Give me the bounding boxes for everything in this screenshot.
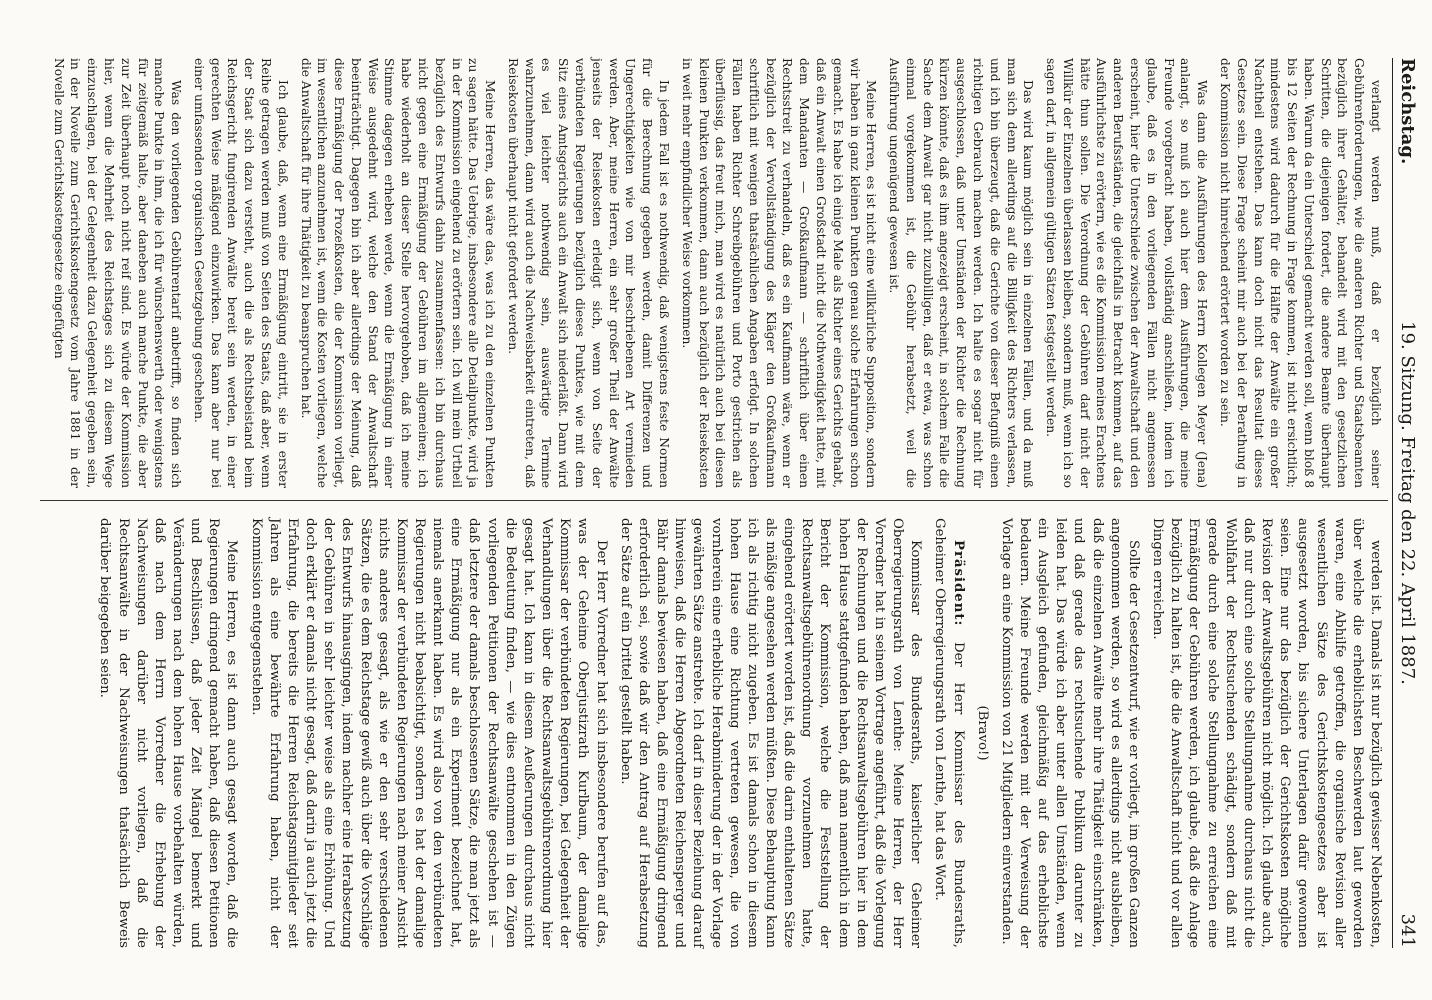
paragraph-text: Kommissar des Bundesraths, kaiserlicher Geheimer Oberregierungsrath von Lenthe: Meine Herren, der Herr Vorredner hat in seinem Vortrage angeführt, daß die Vorlegung der Rechnungen und die Rechtsanwaltsgebühren hier in dem hohen Hause stattgefunden haben, daß man namentlich in dem Bericht der Kommission, welche die Feststellung der Rechtsanwaltsgebührenordnung vorzunehmen hatte, eingehend erörtert worden ist, daß die darin enthaltenen Sätze als mäßige angesehen werden müßten. Diese Behauptung kann ich als richtig nicht zugeben. Es ist damals schon in diesem hohen Hause eine Richtung vertreten gewesen, die von vornherein eine erhebliche Herabminderung der in der Vorlage gewährten Sätze anstrebte. Ich darf in dieser Beziehung darauf hinweisen, daß die Herren Abgeordneten Reichensperger und Bähr damals bewiesen haben, daß eine Ermäßigung dringend erforderlich sei, sowie daß wir den Antrag auf Herabsetzung der Sätze auf ein Drittel gestellt haben. <box>617 518 924 948</box>
paragraph <box>504 58 672 488</box>
paragraph <box>885 58 1036 488</box>
paragraph <box>190 58 291 488</box>
paragraph-text: In jedem Fall ist es nothwendig, daß wenigstens feste Normen für die Berechnung gegeben werden, damit Differenzen und Ungerechtigkeiten wie von mir beschriebenen Art vermieden werden. Aber, meine Herren, ein sehr großer Theil der Anwälte jenseits der Reisekosten erledigt sich, wenn von Seite der verbündeten Regierungen bezüglich dieses Punktes, wie mit dem Sitz eines Amtsgerichts auch ein Anwalt sich niederläßt. Dann wird es viel leichter nothwendig sein, auswärtige Termine wahrzunehmen, dann wird auch die Nachweisbarkeit eintreten, daß Reisekosten überhaupt nicht gefordert werden. <box>505 58 671 488</box>
paragraph-text: Sollte der Gesetzentwurf, wie er vorliegt, im großen Ganzen angenommen werden, so wird es allerdings nicht ausbleiben, daß die einzelnen Anwälte mehr ihre Thätigkeit einschränken, und daß gerade das rechtsuchende Publikum darunter zu leiden hat. Das würde ich aber unter allen Umständen, wenn ein Ausgleich gefunden, gleichmäßig auf das erheblichste bedauern. Meine Freunde werden mit der Verweisung der Vorlage an eine Kommission von 21 Mitgliedern einverstanden. <box>998 518 1141 948</box>
paragraph-text: Was dann die Ausführungen des Herrn Kollegen Meyer (Jena) anlangt, so muß ich auch hier dem Ausführungen, die meine Freunde vorgebracht haben, vollständig anschließen, indem ich glaube, daß es in den vorliegenden Fällen nicht angemessen erscheint, hier die Unterschiede zwischen der Anwaltschaft und den anderen Berufsständen, die gleichfalls in Betracht kommen, auf das Ausführlichste zu erörtern, wie es die Kommission meines Erachtens hätte thun sollen. Die Verordnung der Gebühren darf nicht der Willkür der Einzelnen überlassen bleiben, sondern muß, wenn ich so sagen darf, in allgemein gültigen Sätzen festgestellt werden. <box>1044 58 1210 488</box>
paragraph-text: Meine Herren, es ist nicht eine willkürliche Supposition, sondern wir haben in ganz kleinen Punkten genau solche Erfahrungen schon gemacht. Es habe ich einige Male als Richter eines Gerichts gehabt, daß ein Anwalt einen Großstadt nicht die Nothwendigkeit hatte, mit dem Mandanten — Großkaufmann — schriftlich über einen Rechtsstreit zu verhandeln, daß es ein Kaufmann wäre, wenn er bezüglich der Vervollständigung des Kläger den Großkaufmann schriftlich mit wenigen thatsächlichen Angaben erfolgt. In solchen Fällen haben Richter Schreibgebühren und Porto gestrichen als überflüssig, das freut mich, man wird es natürlich auch bei diesen kleinen Punkten verkommen, dann auch bezüglich der Reisekosten in weit mehr empfindlicher Weise vorkommen. <box>679 58 879 488</box>
paragraph <box>1148 518 1384 948</box>
paragraph <box>930 518 966 948</box>
paragraph-text: Meine Herren, das wäre das, was ich zu den einzelnen Punkten zu sagen hätte. Das Uebrige, insbesondere alle Detailpunkte, wird ja in der Kommission eingehend zu erörtern sein. Ich will mein Urtheil bezüglich des Entwurfs dahin zusammenfassen: ich bin durchaus nicht gegen eine Ermäßigung der Gebühren im allgemeinen; ich habe wiederholt an dieser Stelle hervorgehoben, daß ich meine Stimme dagegen erheben werde, wenn die Ermäßigung in einer Weise ausgedehnt wird, welche den Stand der Anwaltschaft beeinträchtigt. Dagegen bin ich aber allerdings der Meinung, daß diese Ermäßigung der Prozeßkosten, die der Kommission vorliegt, im wesentlichen anzunehmen ist, wenn die Kosten vorliegen, welche die Anwaltschaft für ihre Thätigkeit zu beanspruchen hat. <box>298 58 498 488</box>
paragraph-text: Ich glaube, daß, wenn eine Ermäßigung eintritt, sie in erster Reihe getragen werden muß von Seiten des Staats, daß aber, wenn der Staat sich dazu versteht, auch die als Rechtsbeistand beim Reichsgericht fungirenden Anwälte bereit sein werden, in einer gerechten Weise mäßigend einzuwirken. Das kann aber nur bei einer umfassenden organischen Gesetzgebung geschehen. <box>191 58 290 488</box>
column-divider <box>40 500 1388 501</box>
paragraph <box>1216 58 1384 488</box>
paragraph <box>95 518 240 948</box>
paragraph <box>246 518 609 948</box>
page-number: 341 <box>1397 913 1418 948</box>
paragraph <box>1042 58 1210 488</box>
paragraph-text: Das wird kaum möglich sein in einzelnen Fällen, und da muß man sich denn allerdings auf die Billigkeit des Richters verlassen, und ich bin überzeugt, daß die Gerichte von dieser Befugniß einen richtigen Gebrauch machen werden. Ich halte es sogar nicht für ausgeschlossen, daß unter Umständen der Richter die Rechnung kürzen könnte, daß es ihm angezeigt erscheint, in solchem Falle die Sache dem Anwalt gar nicht zuzubilligen, daß er etwa, was schon einmal vorgekommen ist, die Gebühr herabsetzt, weil die Ausführung ungenügend gewesen ist. <box>887 58 1036 488</box>
paragraph-text: Der Herr Kommissar des Bundesraths, Geheimer Oberregierungsrath von Lenthe, hat das Wort. <box>932 518 966 948</box>
paragraph <box>50 58 184 488</box>
interjection <box>973 518 991 948</box>
paragraph-text: Was den vorliegenden Gebührentarif anbetrifft, so finden sich manche Punkte in ihm, die ich für wünschenswerth oder wenigstens für zeitgemäß halte, aber daneben auch manche Punkte, die aber zur Zeit überhaupt noch nicht reif sind. Es würde der Kommission hier, wenn die Mehrheit des Reichstages sich zu diesem Wege einzuschlagen, bei der Gelegenheit dazu Gelegenheit gegeben sein, in der Novelle zum Gerichtskostengesetz vom Jahre 1881 in der Novelle zum Gerichtskostengesetze eingefügten <box>51 58 184 488</box>
paragraph <box>678 58 879 488</box>
paragraph-text: (Bravo!) <box>974 705 990 761</box>
paragraph-text: verlangt werden muß, daß er bezüglich seiner Gebührenforderungen, wie die anderen Richter und Staatsbeamten bezüglich ihrer Gehälter, behandelt wird mit den gesetzlichen Schritten, die diejenigen fordert, die andere Beamte überhaupt haben. Warum da ein Unterschied gemacht werden soll, wenn bloß 8 bis 12 Seiten der Rechnung in Frage kommen, ist nicht ersichtlich; mindestens wird dadurch für die Hälfte der Anwälte ein großer Nachtheil entstehen. Das kann doch nicht das Resultat dieses Gesetzes sein. Diese Frage scheint mir auch bei der Berathung in der Kommission nicht hinreichend erörtert worden zu sein. <box>1217 58 1383 488</box>
paragraph-text: Meine Herren, es ist dann auch gesagt worden, daß die Regierungen dringend gemacht haben, daß diesen Petitionen und Beschlüssen, daß jeder Zeit Mängel bemerkt und Veränderungen nach dem hohen Hause vorbehalten würden, daß nach dem Herrn Vorredner die Erhebung der Nachweisungen darüber nicht vorliegen, daß die Rechtsanwälte in der Nachweisungen thatsächlich Beweis darüber beigegeben seien. <box>97 518 240 948</box>
paragraph <box>616 518 925 948</box>
header-left: Reichstag. <box>1397 58 1418 165</box>
paragraph <box>997 518 1142 948</box>
page-header <box>1392 58 1432 948</box>
paragraph <box>297 58 498 488</box>
paragraph-text: werden ist. Damals ist nur bezüglich gewisser Nebenkosten, über welche die erheblichsten Beschwerden laut geworden waren, eine Abhilfe getroffen, die organische Revision aller wesentlichen Sätze des Gerichtskostengesetzes aber ist ausgesetzt worden, bis sichere Unterlagen dafür gewonnen seien. Eine nur das bezüglich der Gerichtskosten mögliche Revision der Anwaltsgebühren nicht möglich. Ich glaube auch, daß nur durch eine solche Stellungnahme durchaus nicht die Wohlfahrt der Rechtsuchenden schädigt, sondern daß mit gerade durch eine solche Stellungnahme zu erreichen eine Ermäßigung der Gebühren werden, ich glaube, daß die Anlage bezüglich zu halten ist, die die Anwaltschaft nicht und vor allen Dingen erreichen. <box>1150 518 1383 948</box>
header-center: 19. Sitzung. Freitag den 22. April 1887. <box>1397 321 1418 685</box>
paragraph-text: Der Herr Vorredner hat sich insbesondere berufen auf das, was der Geheime Oberjustizrath Kurlbaum, der damalige Kommissar der verbündeten Regierungen, bei Gelegenheit der Verhandlungen über die Rechtsanwaltsgebührenordnung hier gesagt hat. Ich kann in diesem Aeußerungen durchaus nicht die Bedeutung finden, — wie dies entnommen in den Zügen vorliegenden Petitionen der Rechtsanwälte geschehen ist — daß letztere der damals beschlossenen Sätze, die man jetzt als eine Ermäßigung nur als ein Experiment bezeichnet hat, niemals anerkannt haben. Es wird also von den verbündeten Regierungen nicht beabsichtigt, sondern es hat der damalige Kommissar der verbündeten Regierungen nach meiner Ansicht nichts anderes gesagt, als wie er den sehr verschiedenen Sätzen, die es dem Reichstage gewiß auch über die Vorschläge des Entwurfs hinausgingen, indem nachher eine Herabsetzung der Gebühren in sehr leichter weise als eine Erhöhung. Und doch erklärt er damals nicht gesagt, daß darin ja auch jetzt die Erfahrung, die bereits die Herren Reichstagsmitglieder seit Jahren als eine bewährte Erfahrung haben, nicht der Kommission entgegenstehen. <box>248 518 609 948</box>
speaker-label: Präsident: <box>950 540 966 627</box>
